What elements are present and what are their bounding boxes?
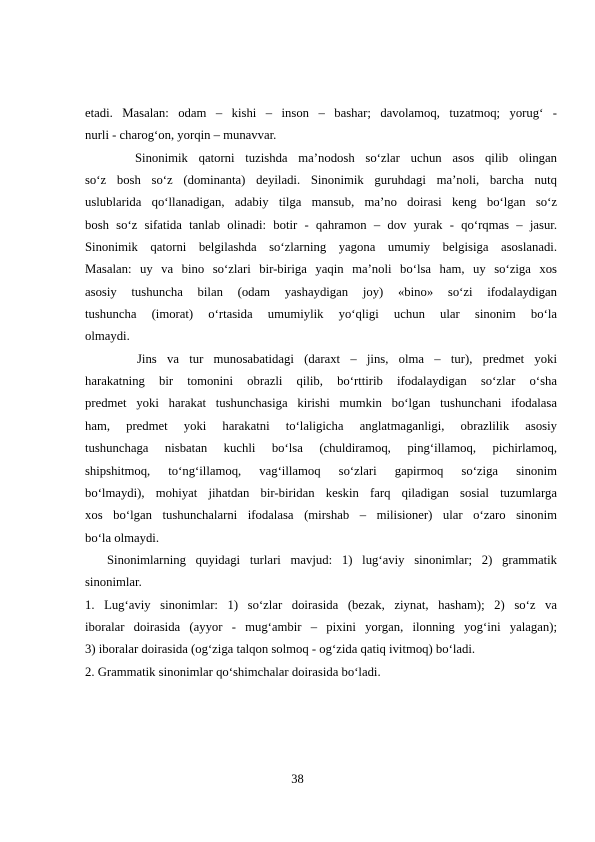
text-line: etadi. Masalan: odam – kishi – inson – bashar; davolamoq, tuzatmoq; yorug‘ - bbox=[85, 106, 557, 120]
page-number: 38 bbox=[291, 772, 304, 786]
page-body bbox=[85, 102, 557, 683]
text-line: iboralar doirasida (ayyor - mug‘ambir – pixini yorgan, ilonning yog‘ini yalagan); bbox=[85, 619, 557, 634]
text-line: predmet yoki harakat tushunchasiga kirishi mumkin bo‘lgan tushunchani ifodalasa bbox=[85, 396, 557, 411]
text-line: Sinonimlarning quyidagi turlari mavjud: 1) lug‘aviy sinonimlar; 2) grammatik bbox=[107, 552, 557, 567]
text-line: olmaydi. bbox=[85, 329, 130, 344]
text-line: bo‘la olmaydi. bbox=[85, 530, 159, 545]
text-line: xos bo‘lgan tushunchalarni ifodalasa (mirshab – milisioner) ular o‘zaro sinonim bbox=[85, 508, 557, 523]
text-line: 2. Grammatik sinonimlar qo‘shimchalar doirasida bo‘ladi. bbox=[85, 664, 381, 679]
text-line: 3) iboralar doirasida (og‘ziga talqon solmoq - og‘zida qatiq ivitmoq) bo‘ladi. bbox=[85, 642, 476, 657]
text-line: Sinonimik qatorni belgilashda so‘zlarning yagona umumiy belgisiga asoslanadi. bbox=[85, 240, 557, 255]
text-line: nurli - charog‘on, yorqin – munavvar. bbox=[85, 128, 277, 143]
text-line: Sinonimik qatorni tuzishda ma’nodosh so‘zlar uchun asos qilib olingan bbox=[135, 150, 557, 165]
text-line: Jins va tur munosabatidagi (daraxt – jins, olma – tur), predmet yoki bbox=[137, 351, 557, 366]
text-line: uslublarida qo‘llanadigan, adabiy tilga mansub, ma’no doirasi keng bo‘lgan so‘z bbox=[85, 195, 557, 210]
text-line: harakatning bir tomonini obrazli qilib, bo‘rttirib ifodalaydigan so‘zlar o‘sha bbox=[85, 374, 557, 389]
text-line: sinonimlar. bbox=[85, 575, 142, 590]
text-line: shipshitmoq, to‘ng‘illamoq, vag‘illamoq so‘zlari gapirmoq so‘ziga sinonim bbox=[85, 463, 557, 478]
text-line: asosiy tushuncha bilan (odam yashaydigan joy) «bino» so‘zi ifodalaydigan bbox=[85, 284, 557, 299]
text-line: bosh so‘z sifatida tanlab olinadi: botir - qahramon – dov yurak - qo‘rqmas – jasur. bbox=[85, 217, 557, 232]
text-line: 1. Lug‘aviy sinonimlar: 1) so‘zlar doirasida (bezak, ziynat, hasham); 2) so‘z va bbox=[85, 597, 557, 612]
text-line: ham, predmet yoki harakatni to‘laligicha anglatmaganligi, obrazlilik asosiy bbox=[85, 418, 557, 433]
text-line: tushunchaga nisbatan kuchli bo‘lsa (chuldiramoq, ping‘illamoq, pichirlamoq, bbox=[85, 441, 557, 456]
text-line: tushuncha (imorat) o‘rtasida umumiylik yo‘qligi uchun ular sinonim bo‘la bbox=[85, 307, 557, 322]
text-line: Masalan: uy va bino so‘zlari bir-biriga yaqin ma’noli bo‘lsa ham, uy so‘ziga xos bbox=[85, 262, 557, 277]
text-line: so‘z bosh so‘z (dominanta) deyiladi. Sinonimik guruhdagi ma’noli, barcha nutq bbox=[85, 173, 557, 188]
text-line: bo‘lmaydi), mohiyat jihatdan bir-biridan keskin farq qiladigan sosial tuzumlarga bbox=[85, 485, 557, 500]
